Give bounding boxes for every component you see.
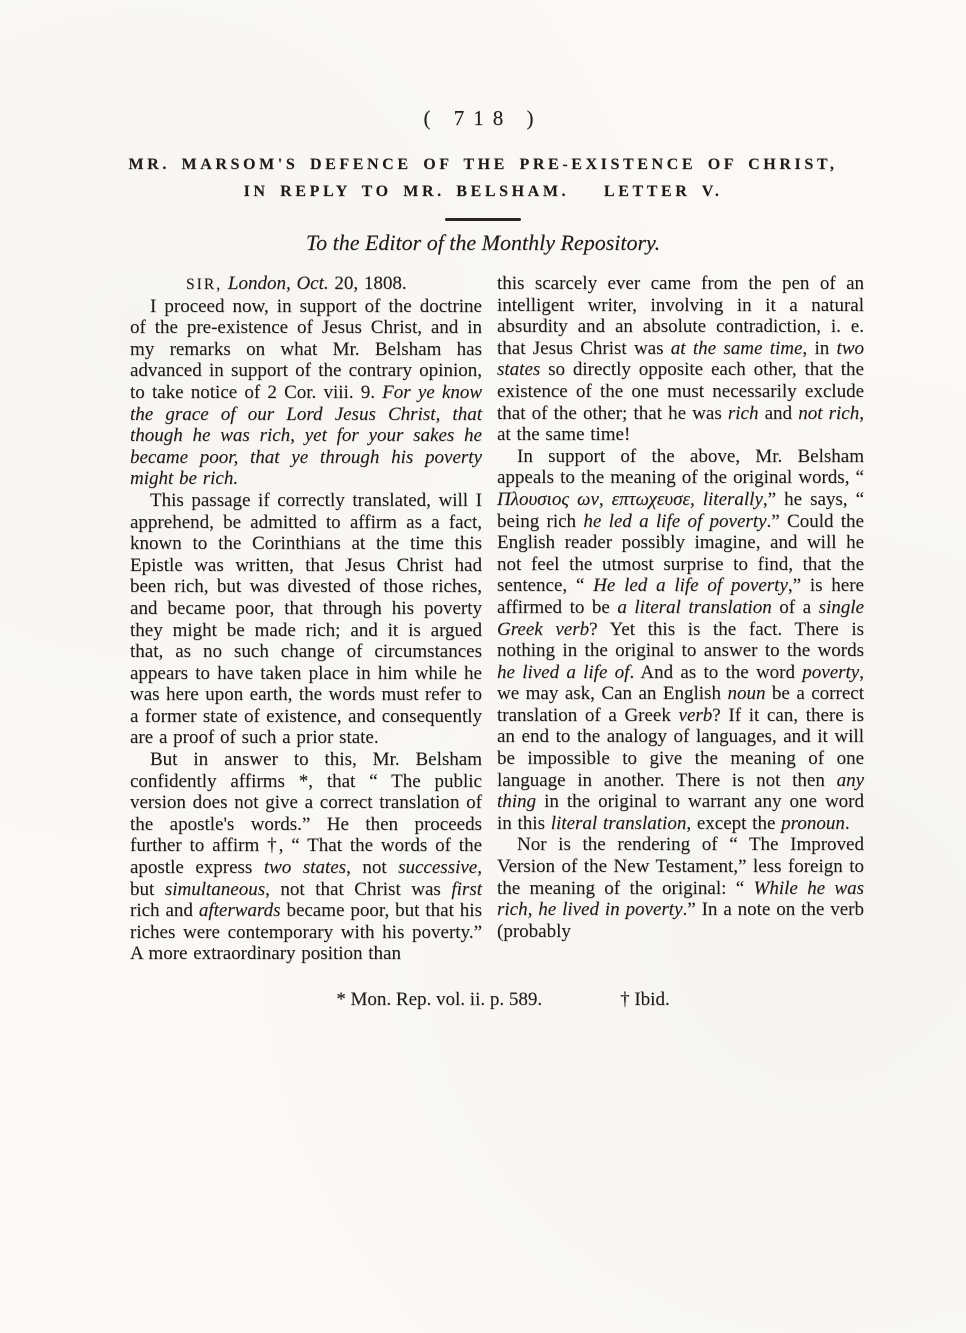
italic-text: two states xyxy=(497,337,864,381)
italic-text: poverty xyxy=(802,661,860,683)
text-run: . xyxy=(844,812,850,834)
text-run: this scarcely ever came from the pen of an intelligent writer, involving in it a natural absurdity and an absolute contradiction, i. e. that Jesus Christ was xyxy=(497,273,864,359)
article-subtitle: To the Editor of the Monthly Repository. xyxy=(305,230,661,255)
italic-text: While he was rich, he lived in poverty xyxy=(497,877,864,921)
italic-text: simultaneous xyxy=(164,878,266,900)
divider-rule xyxy=(445,218,521,221)
italic-text: first xyxy=(451,878,482,900)
text-run: ? Yet this is the fact. There is nothing in the original to answer to the words xyxy=(497,618,864,662)
column-right xyxy=(497,273,864,942)
text-run: I proceed now, in support of the doctrine of the pre-existence of Jesus Christ, and in my remarks on what Mr. Belsham has advanced in support of the contrary opinion, to take notice of 2 Cor. viii. 9. xyxy=(130,295,482,403)
paragraph xyxy=(130,749,482,965)
text-run: , in xyxy=(802,337,837,359)
footnotes xyxy=(0,989,966,1011)
footnote-asterisk: * Mon. Rep. vol. ii. p. 589. xyxy=(336,989,543,1010)
italic-text: he led a life of poverty xyxy=(583,510,767,532)
italic-text: any thing xyxy=(497,769,864,813)
text-run: ? If it can, there is an end to the analogy of languages, and it will be impossible to give the meaning of one language in another. There is not then xyxy=(497,704,865,791)
italic-text: verb xyxy=(678,704,713,726)
paragraph xyxy=(497,446,864,835)
text-run: be a correct translation of a Greek xyxy=(497,683,864,726)
italic-text: noun xyxy=(727,683,766,705)
italic-text: He led a life of poverty xyxy=(593,575,788,597)
text-run: .” Could the English reader possibly imagine, and will he not feel the utmost surprise to find, that the sentence, “ xyxy=(497,510,864,597)
text-run: .” In a note on the verb (probably xyxy=(497,899,864,942)
footnote-dagger: † Ibid. xyxy=(620,989,670,1010)
paragraph xyxy=(130,490,482,749)
text-run: , except the xyxy=(686,812,782,834)
italic-text: For ye know the grace of our Lord Jesus Christ, that though he was rich, yet for your sakes he became poor, that ye through his poverty might be rich. xyxy=(130,381,482,490)
text-run: But in answer to this, Mr. Belsham confidently affirms *, that “ The public version does not give a correct translation of the apostle's words.” He then proceeds further to affirm †, “ That the words of the apostle express xyxy=(130,749,482,879)
article-title-line2: IN REPLY TO MR. BELSHAM. LETTER V. xyxy=(243,183,723,200)
paragraph xyxy=(497,834,864,942)
article-title xyxy=(0,151,966,205)
text-run: , but xyxy=(130,857,482,900)
italic-text: rich xyxy=(727,402,759,424)
text-run: ,” he says, “ being rich xyxy=(497,488,864,532)
text-run: , we may ask, Can an English xyxy=(497,661,864,705)
text-run: 20, 1808. xyxy=(328,273,407,294)
paragraph xyxy=(130,296,482,490)
italic-text: a literal translation xyxy=(617,596,772,618)
text-run: ,” is here affirmed to be xyxy=(497,575,864,618)
page-number: ( 718 ) xyxy=(423,106,543,130)
text-run: , not xyxy=(346,857,399,879)
italic-text: Πλουσιος ων, επτωχευσε, literally xyxy=(497,488,763,510)
text-run: in the original to warrant any one word in this xyxy=(497,791,864,834)
italic-text: literal translation xyxy=(550,812,687,834)
text-run: This passage if correctly translated, will I apprehend, be admitted to affirm as a fact, known to the Corinthians at the time this Epistle was written, that Jesus Christ had been rich, but was divested of those riches, and became poor, that through his poverty they might be made rich; and it is argued that, as no such change of circumstances appears to have taken place in him while he was here upon earth, the words must refer to a former state of existence, and consequently are a proof of such a prior state. xyxy=(130,489,482,749)
text-run: and xyxy=(758,402,799,424)
text-run: . And as to the word xyxy=(629,661,803,683)
text-run: , not that Christ was xyxy=(265,878,452,900)
text-run: of a xyxy=(771,596,819,618)
italic-text: he lived a life of xyxy=(497,661,630,683)
italic-text: at the same time xyxy=(670,337,803,359)
text-run: , at the same time! xyxy=(497,402,864,446)
italic-text: not rich xyxy=(798,402,860,424)
italic-text: afterwards xyxy=(198,900,281,922)
text-run: SIR, xyxy=(186,276,223,293)
text-columns xyxy=(130,273,864,965)
text-run: rich and xyxy=(130,900,199,922)
text-run: became poor, but that his riches were contemporary with his poverty.” A more extraordinary position than xyxy=(130,900,482,965)
text-run: In support of the above, Mr. Belsham appeals to the meaning of the original words, “ xyxy=(497,445,864,489)
dateline xyxy=(130,273,482,296)
text-run: Nor is the rendering of “ The Improved Version of the New Testament,” less foreign to the meaning of the original: “ xyxy=(497,834,864,899)
italic-text: pronoun xyxy=(781,812,845,834)
article-title-line1: MR. MARSOM'S DEFENCE OF THE PRE-EXISTENCE OF CHRIST, xyxy=(128,156,838,173)
italic-text: successive xyxy=(398,857,478,879)
italic-text: London, Oct. xyxy=(227,273,329,294)
italic-text: single Greek verb xyxy=(497,596,864,640)
column-left xyxy=(130,273,482,965)
italic-text: two states xyxy=(263,857,347,879)
text-run: so directly opposite each other, that the existence of the one must necessarily exclude that of the other; that he was xyxy=(497,359,864,424)
paragraph xyxy=(497,273,864,446)
